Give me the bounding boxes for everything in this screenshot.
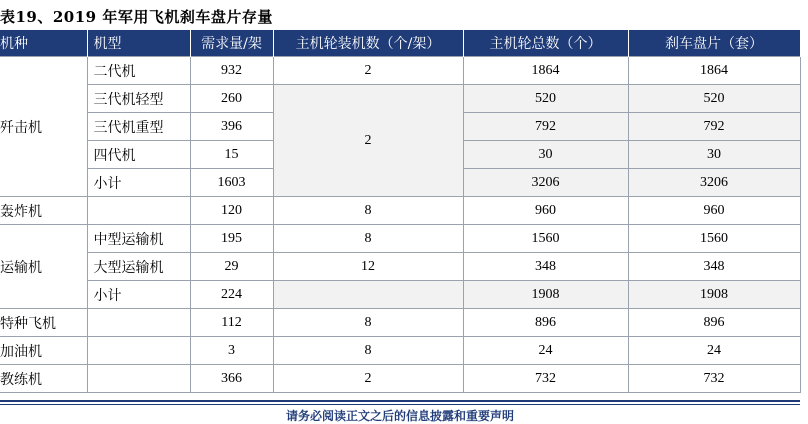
demand-cell: 112 bbox=[190, 309, 273, 337]
total-wheels-cell: 1864 bbox=[463, 57, 628, 85]
total-wheels-cell: 3206 bbox=[463, 169, 628, 197]
disc-sets-cell: 896 bbox=[628, 309, 800, 337]
model-cell: 大型运输机 bbox=[87, 253, 190, 281]
header-total-wheels: 主机轮总数（个） bbox=[463, 30, 628, 57]
table-row bbox=[0, 197, 800, 225]
disc-sets-cell: 348 bbox=[628, 253, 800, 281]
table-row bbox=[0, 57, 800, 85]
demand-cell: 396 bbox=[190, 113, 273, 141]
wheels-per-plane-cell: 12 bbox=[273, 253, 463, 281]
demand-cell: 366 bbox=[190, 365, 273, 393]
demand-cell: 3 bbox=[190, 337, 273, 365]
table-row bbox=[0, 309, 800, 337]
demand-cell: 1603 bbox=[190, 169, 273, 197]
wheels-per-plane-cell: 8 bbox=[273, 197, 463, 225]
table-header-row bbox=[0, 30, 800, 57]
wheels-per-plane-cell: 2 bbox=[273, 57, 463, 85]
table-row bbox=[0, 253, 800, 281]
wheels-per-plane-cell: 2 bbox=[273, 365, 463, 393]
disc-sets-cell: 1560 bbox=[628, 225, 800, 253]
demand-cell: 195 bbox=[190, 225, 273, 253]
total-wheels-cell: 732 bbox=[463, 365, 628, 393]
disc-sets-cell: 1908 bbox=[628, 281, 800, 309]
bottom-divider bbox=[0, 400, 800, 402]
model-cell bbox=[87, 365, 190, 393]
disc-sets-cell: 732 bbox=[628, 365, 800, 393]
model-cell bbox=[87, 197, 190, 225]
model-cell: 四代机 bbox=[87, 141, 190, 169]
total-wheels-cell: 24 bbox=[463, 337, 628, 365]
table-row bbox=[0, 365, 800, 393]
model-cell: 小计 bbox=[87, 281, 190, 309]
table-row bbox=[0, 85, 800, 113]
total-wheels-cell: 896 bbox=[463, 309, 628, 337]
header-model: 机型 bbox=[87, 30, 190, 57]
header-category: 机种 bbox=[0, 30, 87, 57]
aircraft-brake-disc-table bbox=[0, 30, 800, 393]
wheels-per-plane-cell: 2 bbox=[273, 85, 463, 197]
model-cell bbox=[87, 309, 190, 337]
total-wheels-cell: 520 bbox=[463, 85, 628, 113]
total-wheels-cell: 960 bbox=[463, 197, 628, 225]
model-cell: 三代机轻型 bbox=[87, 85, 190, 113]
header-demand: 需求量/架 bbox=[190, 30, 273, 57]
demand-cell: 29 bbox=[190, 253, 273, 281]
model-cell: 小计 bbox=[87, 169, 190, 197]
demand-cell: 932 bbox=[190, 57, 273, 85]
total-wheels-cell: 1560 bbox=[463, 225, 628, 253]
demand-cell: 224 bbox=[190, 281, 273, 309]
total-wheels-cell: 792 bbox=[463, 113, 628, 141]
wheels-per-plane-cell: 8 bbox=[273, 225, 463, 253]
wheels-per-plane-cell: 8 bbox=[273, 337, 463, 365]
category-cell: 轰炸机 bbox=[0, 197, 87, 225]
table-row bbox=[0, 337, 800, 365]
disc-sets-cell: 24 bbox=[628, 337, 800, 365]
demand-cell: 15 bbox=[190, 141, 273, 169]
disc-sets-cell: 792 bbox=[628, 113, 800, 141]
category-cell: 教练机 bbox=[0, 365, 87, 393]
category-cell: 歼击机 bbox=[0, 57, 87, 197]
total-wheels-cell: 348 bbox=[463, 253, 628, 281]
model-cell bbox=[87, 337, 190, 365]
demand-cell: 120 bbox=[190, 197, 273, 225]
bottom-divider-thin bbox=[0, 404, 800, 405]
disc-sets-cell: 1864 bbox=[628, 57, 800, 85]
disc-sets-cell: 520 bbox=[628, 85, 800, 113]
category-cell: 加油机 bbox=[0, 337, 87, 365]
header-disc-sets: 刹车盘片（套） bbox=[628, 30, 800, 57]
total-wheels-cell: 30 bbox=[463, 141, 628, 169]
model-cell: 三代机重型 bbox=[87, 113, 190, 141]
disclaimer-footer: 请务必阅读正文之后的信息披露和重要声明 bbox=[285, 409, 514, 423]
table-row bbox=[0, 225, 800, 253]
category-cell: 特种飞机 bbox=[0, 309, 87, 337]
disc-sets-cell: 30 bbox=[628, 141, 800, 169]
demand-cell: 260 bbox=[190, 85, 273, 113]
header-wheels-per-plane: 主机轮装机数（个/架） bbox=[273, 30, 463, 57]
table-title: 表19、2019 年军用飞机刹车盘片存量 bbox=[0, 8, 273, 26]
model-cell: 二代机 bbox=[87, 57, 190, 85]
total-wheels-cell: 1908 bbox=[463, 281, 628, 309]
model-cell: 中型运输机 bbox=[87, 225, 190, 253]
disc-sets-cell: 3206 bbox=[628, 169, 800, 197]
table-row bbox=[0, 281, 800, 309]
disc-sets-cell: 960 bbox=[628, 197, 800, 225]
category-cell: 运输机 bbox=[0, 225, 87, 309]
wheels-per-plane-cell: 8 bbox=[273, 309, 463, 337]
wheels-per-plane-cell bbox=[273, 281, 463, 309]
